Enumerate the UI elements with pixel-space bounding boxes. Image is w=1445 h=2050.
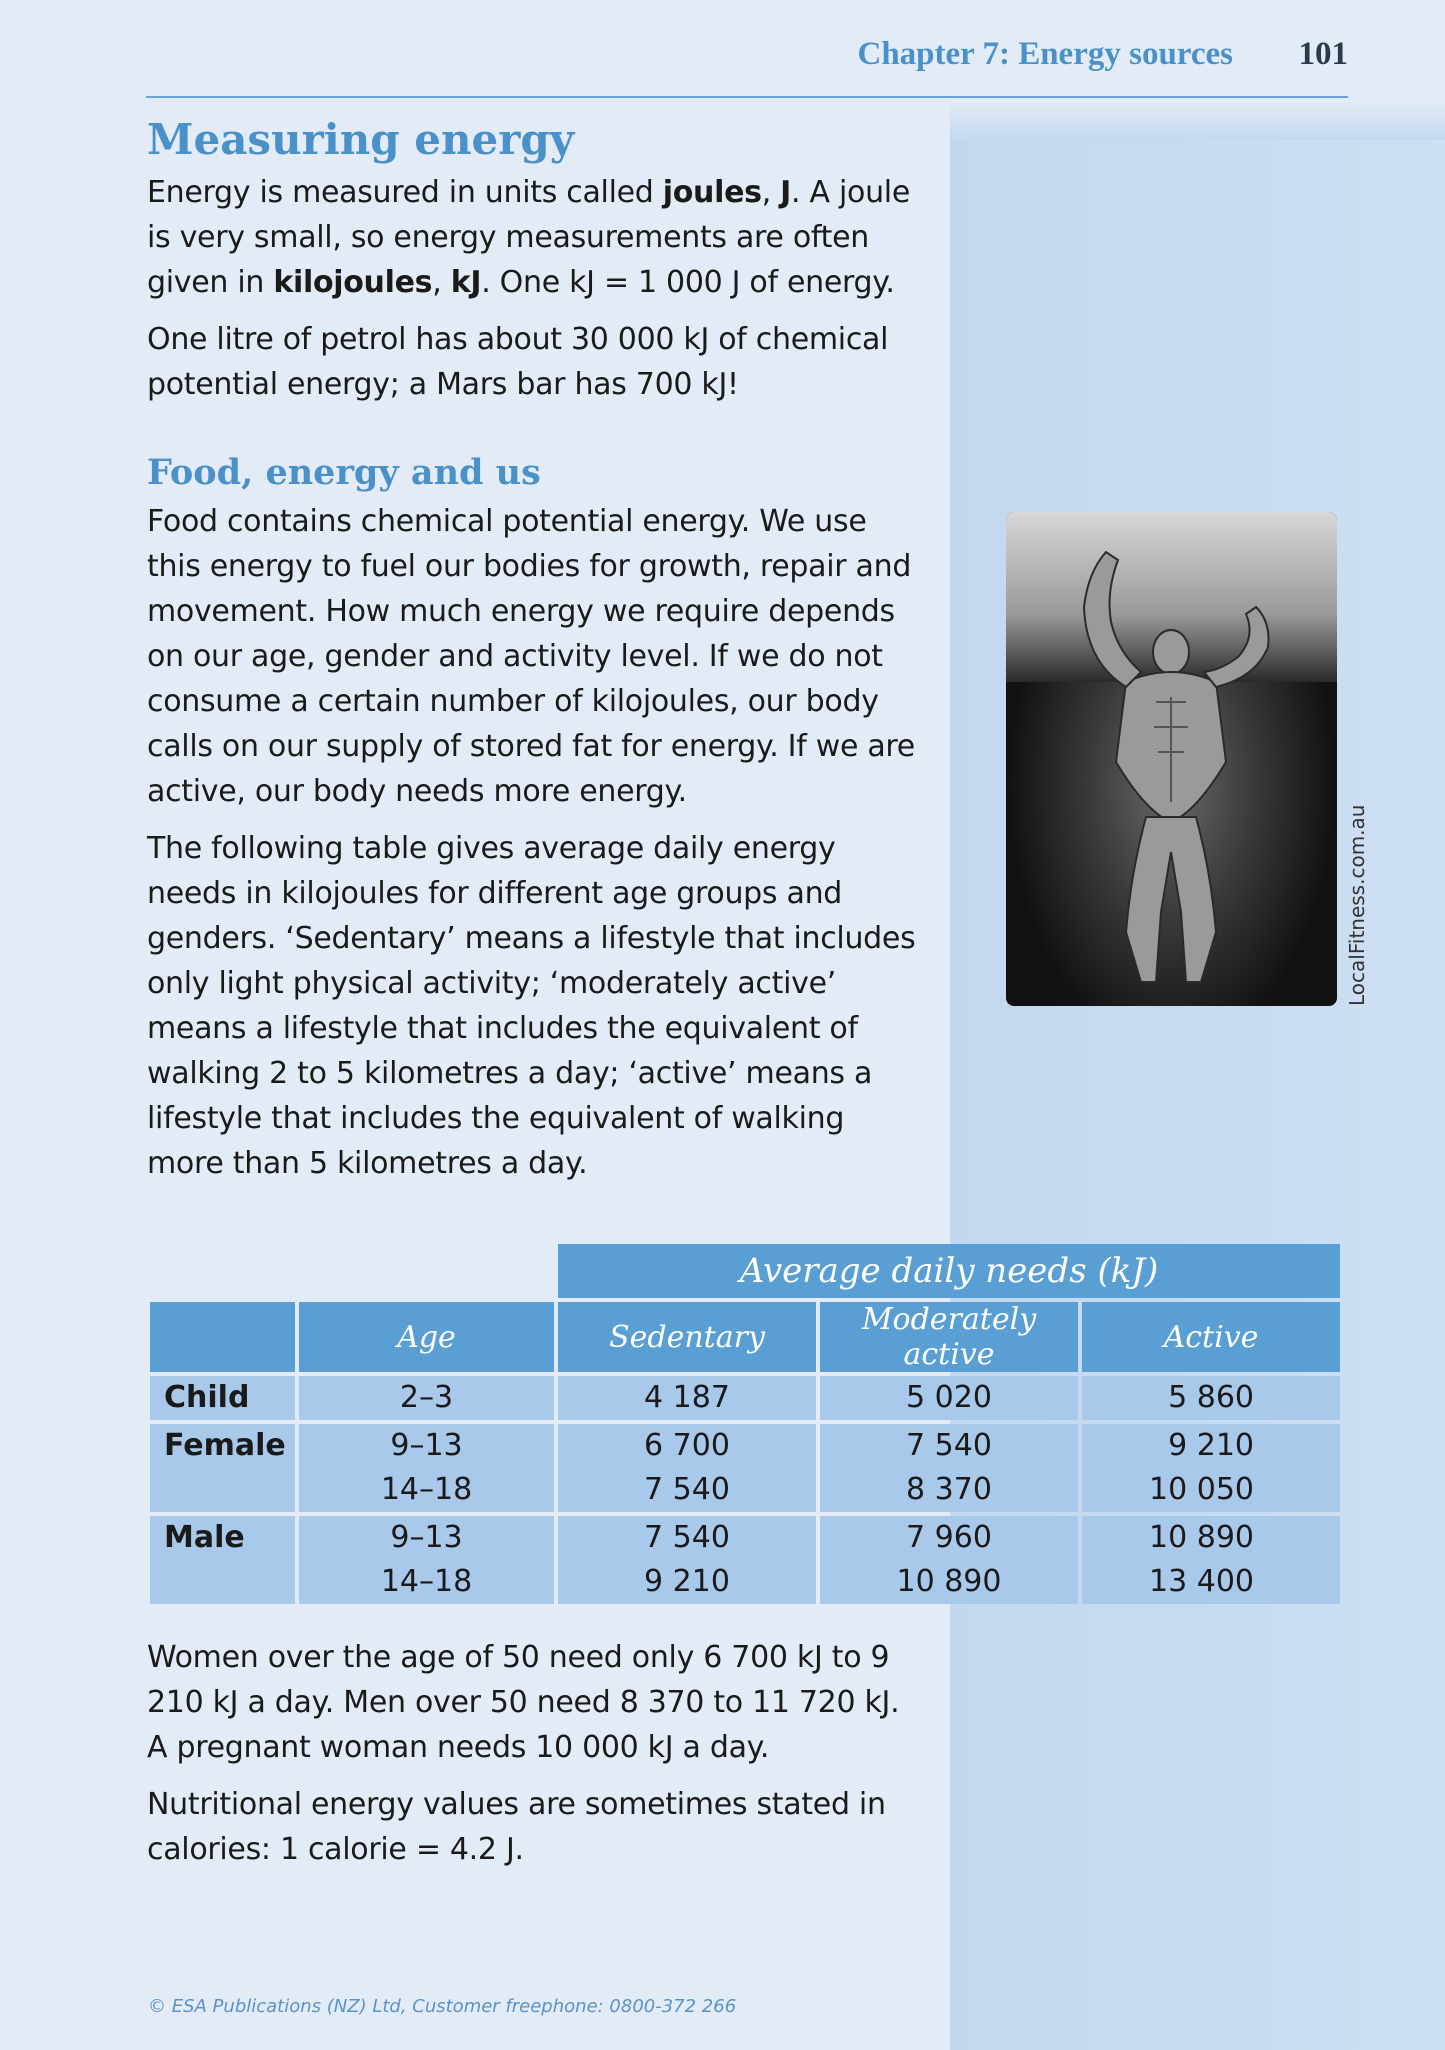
active-value: 10 050: [1149, 1472, 1254, 1507]
table-header-age: Age: [299, 1302, 554, 1372]
moderate-value: 10 890: [896, 1564, 1002, 1599]
page-number: 101: [1298, 36, 1348, 72]
footer-copyright: © ESA Publications (NZ) Ltd, Customer freephone: 0800-372 266: [148, 1996, 737, 2017]
row-label-child: Child: [164, 1380, 250, 1415]
moderate-value: 8 370: [906, 1472, 992, 1507]
paragraph-joules: Energy is measured in units called joules, J. A joule is very small, so energy measurements are often given in kilojoules, kJ. One kJ = 1 000 J of energy.: [147, 175, 910, 300]
active-value: 10 890: [1149, 1520, 1254, 1555]
table-group-header-row: [150, 1244, 1340, 1298]
paragraph-food: Food contains chemical potential energy. We use this energy to fuel our bodies for growth, repair and movement. How much energy we require depends on our age, gender and activity level. If we do not consume a certain number of kilojoules, our body calls on our supply of stored fat for energy. If we are active, our body needs more energy.: [147, 504, 915, 809]
main-content: [147, 110, 927, 1186]
active-value: 9 210: [1168, 1428, 1254, 1463]
sedentary-value: 7 540: [644, 1472, 730, 1507]
side-panel-background: [950, 120, 1445, 2050]
table-header-moderately-active: Moderately active: [820, 1302, 1078, 1372]
row-label-male: Male: [164, 1520, 245, 1555]
moderate-value: 5 020: [906, 1380, 992, 1415]
paragraph-table-intro: The following table gives average daily energy needs in kilojoules for different age groups and genders. ‘Sedentary’ means a lifestyle that includes only light physical activity; ‘moderately active’ means a lifestyle that includes the equivalent of walking 2 to 5 kilometres a day; ‘active’ means a lifestyle that includes the equivalent of walking more than 5 kilometres a day.: [147, 831, 916, 1181]
table-group-header: Average daily needs (kJ): [558, 1244, 1340, 1298]
sedentary-value: 4 187: [644, 1380, 730, 1415]
energy-needs-table: [146, 1240, 1344, 1608]
active-value: 5 860: [1168, 1380, 1254, 1415]
moderate-value: 7 540: [906, 1428, 992, 1463]
table-row: [150, 1516, 1340, 1604]
paragraph-adults-over-50: Women over the age of 50 need only 6 700 kJ to 9 210 kJ a day. Men over 50 need 8 370 to 11 720 kJ. A pregnant woman needs 10 000 kJ a day.: [147, 1640, 900, 1765]
age-value: 2–3: [399, 1380, 454, 1415]
table-row: [150, 1376, 1340, 1420]
age-value: 14–18: [380, 1564, 473, 1599]
bodybuilder-photo: [1006, 512, 1337, 1006]
age-value: 9–13: [390, 1428, 463, 1463]
section-title-food-energy: Food, energy and us: [147, 452, 541, 493]
age-value: 9–13: [390, 1520, 463, 1555]
table-header-sedentary: Sedentary: [558, 1302, 816, 1372]
page-header: [146, 36, 1348, 98]
paragraph-calories: Nutritional energy values are sometimes stated in calories: 1 calorie = 4.2 J.: [147, 1787, 886, 1867]
sedentary-value: 7 540: [644, 1520, 730, 1555]
paragraph-petrol: One litre of petrol has about 30 000 kJ of chemical potential energy; a Mars bar has 700 kJ!: [147, 322, 889, 402]
age-value: 14–18: [380, 1472, 473, 1507]
table-column-header-row: [150, 1302, 1340, 1372]
chapter-title: Chapter 7: Energy sources: [857, 36, 1233, 72]
sedentary-value: 6 700: [644, 1428, 730, 1463]
row-label-female: Female: [164, 1428, 286, 1463]
sedentary-value: 9 210: [644, 1564, 730, 1599]
table-header-active: Active: [1082, 1302, 1340, 1372]
active-value: 13 400: [1149, 1564, 1254, 1599]
table-row: [150, 1424, 1340, 1512]
moderate-value: 7 960: [906, 1520, 992, 1555]
closing-text: [147, 1635, 927, 1872]
table-header-blank: [150, 1302, 295, 1372]
section-title-measuring-energy: Measuring energy: [147, 115, 575, 164]
photo-credit: [1345, 982, 1445, 1006]
